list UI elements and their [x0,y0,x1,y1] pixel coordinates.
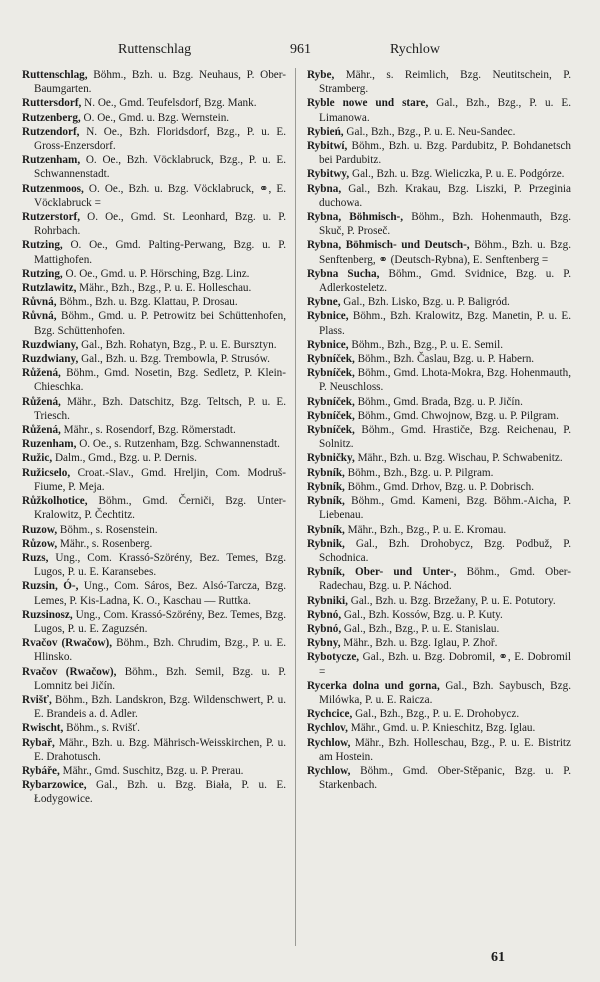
entry-text: O. Oe., Gmd. u. Bzg. Wernstein. [83,111,230,124]
directory-entry [307,423,571,451]
entry-text: Gal., Bzh. Rohatyn, Bzg., P. u. E. Bursztyn. [81,338,277,351]
entry-text: Böhm., s. Rvišť. [66,722,140,735]
entry-text: Böhm., Gmd. Hrastiče, Bzg. Reichenau, P. Solnitz. [319,424,572,451]
directory-entry [22,764,286,778]
entry-term: Rybnik, [307,537,345,550]
entry-text: Gal., Bzh., Bzg., P. u. E. Drohobycz. [355,708,520,721]
directory-entry [307,68,571,96]
directory-entry [307,636,571,650]
entry-term: Rybień, [307,125,344,138]
entry-text: Böhm., Bzh. u. Bzg. Senftenberg, ⚭ (Deutsch-Rybna), E. Senftenberg = [319,239,571,266]
entry-term: Růvná, [22,296,57,309]
entry-term: Rybník, [307,480,345,493]
directory-entry [307,679,571,707]
entry-text: Gal., Bzh. Kossów, Bzg. u. P. Kuty. [343,608,503,621]
entry-text: Dalm., Gmd., Bzg. u. P. Dernis. [54,452,197,465]
entry-term: Ruttersdorf, [22,97,82,110]
entry-term: Rybarzowice, [22,779,87,792]
directory-entry [307,139,571,167]
running-head-right: Rychlow [390,42,440,57]
directory-entry [22,579,286,607]
entry-text: Mähr., Bzh. u. Bzg. Wischau, P. Schwabenitz. [357,452,563,465]
entry-term: Rybitwí, [307,140,348,153]
entry-text: Böhm., Gmd. Lhota-Mokra, Bzg. Hohenmauth, P. Neuschloss. [319,367,572,394]
entry-term: Rybáře, [22,764,60,777]
entry-text: Böhm., Bzh., Bzg. u. P. Pilgram. [347,466,494,479]
entry-term: Rybník, Ober- und Unter-, [307,566,457,579]
entry-text: Böhm., Bzh. Kralowitz, Bzg. Manetin, P. u. E. Plass. [319,310,571,337]
entry-text: Mähr., Gmd. u. P. Knieschitz, Bzg. Iglau. [350,722,536,735]
entry-text: Böhm., Gmd. Brada, Bzg. u. P. Jičín. [357,395,523,408]
entry-term: Rybníček, [307,367,355,380]
entry-text: O. Oe., Bzh. u. Bzg. Vöcklabruck, ⚭, E. Vöcklabruck = [34,182,287,209]
entry-text: O. Oe., Gmd. Palting-Perwang, Bzg. u. P. Mattighofen. [34,239,286,266]
directory-entry [22,352,286,366]
entry-term: Ruzsin, Ó-, [22,580,79,593]
directory-entry [22,68,286,96]
directory-entry [307,210,571,238]
entry-term: Rycerka dolna und gorna, [307,679,440,692]
entry-text: Gal., Bzh. Lisko, Bzg. u. P. Baligród. [343,296,510,309]
entry-text: N. Oe., Gmd. Teufelsdorf, Bzg. Mank. [84,97,257,110]
entry-text: Böhm., Bzh., Bzg., P. u. E. Semil. [351,338,504,351]
entry-text: Böhm., Bzh. u. Bzg. Neuhaus, P. Ober-Baumgarten. [34,69,287,96]
left-column [22,68,286,807]
entry-text: Gal., Bzh. u. Bzg. Dobromil, ⚭, E. Dobromil = [319,651,571,678]
directory-entry [307,238,571,266]
entry-term: Rutzendorf, [22,125,80,138]
directory-entry [22,267,286,281]
directory-entry [22,125,286,153]
entry-text: Böhm., Bzh. Časlau, Bzg. u. P. Habern. [357,353,535,366]
directory-entry [22,238,286,266]
entry-text: Böhm., Bzh. Landskron, Bzg. Wildenschwert, P. u. E. Brandeis a. d. Adler. [34,693,286,721]
entry-term: Ruzow, [22,523,58,536]
entry-term: Rybnó, [307,608,342,621]
directory-entry [307,267,571,295]
directory-entry [22,551,286,579]
entry-term: Ruzenham, [22,438,77,451]
entry-term: Růžkolhotice, [22,495,88,508]
entry-text: N. Oe., Bzh. Floridsdorf, Bzg., P. u. E. Gross-Enzersdorf. [34,125,286,153]
entry-text: Gal., Bzh. u. Bzg. Brzežany, P. u. E. Potutory. [350,594,556,607]
entry-text: Mähr., Bzh. u. Bzg. Mährisch-Weisskirchen, P. u. E. Drahotusch. [34,736,287,763]
entry-term: Rybna Sucha, [307,267,380,280]
entry-text: Böhm., Gmd. Kameni, Bzg. Böhm.-Aicha, P. Liebenau. [319,495,572,522]
entry-term: Rybník, [307,466,345,479]
entry-term: Rutzenmoos, [22,182,84,195]
entry-text: Gal., Bzh. u. Bzg. Trembowla, P. Strusów. [81,353,270,366]
entry-text: Böhm., Gmd. Drhov, Bzg. u. P. Dobrisch. [347,480,535,493]
entry-term: Rutzing, [22,239,63,252]
entry-term: Ruttenschlag, [22,69,88,81]
entry-text: Böhm., Bzh. Semil, Bzg. u. P. Lomnitz bei Jičín. [34,665,287,692]
entry-text: Mähr., Bzh., Bzg., P. u. E. Holleschau. [79,282,252,295]
entry-text: Croat.-Slav., Gmd. Hreljin, Com. Modruš-Fiume, P. Meja. [34,466,286,493]
directory-entry [22,423,286,437]
right-column [307,68,571,792]
page-number: 961 [290,42,311,57]
entry-term: Ruzdwiany, [22,353,79,366]
entry-text: Gal., Bzh. u. Bzg. Biała, P. u. E. Łodygowice. [34,779,286,806]
directory-entry [307,366,571,394]
entry-term: Rutzlawitz, [22,282,77,295]
entry-term: Rybnice, [307,310,349,323]
entry-text: Mähr., s. Rosenberg. [59,537,153,550]
directory-entry [22,466,286,494]
directory-entry [307,707,571,721]
entry-text: Böhm., Gmd. Nosetin, Bzg. Sedletz, P. Klein-Chieschka. [34,367,286,394]
directory-entry [22,736,286,764]
entry-term: Rvišť, [22,693,52,706]
page-header [24,42,574,60]
directory-entry [22,309,286,337]
entry-term: Růžená, [22,395,61,408]
entry-text: Böhm., Gmd. Chwojnow, Bzg. u. P. Pilgram. [357,409,559,422]
directory-entry [307,466,571,480]
entry-text: Gal., Bzh. Drohobycz, Bzg. Podbuž, P. Schodnica. [319,537,572,564]
directory-entry [307,594,571,608]
directory-entry [307,523,571,537]
entry-term: Rybna, [307,182,342,195]
entry-text: Böhm., Bzh. u. Bzg. Klattau, P. Drosau. [59,296,238,309]
entry-text: O. Oe., Gmd. St. Leonhard, Bzg. u. P. Rohrbach. [34,211,287,238]
entry-term: Rybníček, [307,424,355,437]
entry-term: Rychlow, [307,764,351,777]
directory-entry [307,125,571,139]
entry-term: Rvačov (Rwačow), [22,665,117,678]
directory-entry [307,96,571,124]
entry-text: Gal., Bzh., Bzg., P. u. E. Limanowa. [319,97,572,124]
directory-entry [22,338,286,352]
directory-entry [307,295,571,309]
entry-text: Böhm., Gmd. Černiči, Bzg. Unter-Kralowitz, P. Čechtitz. [34,495,287,522]
directory-entry [22,182,286,210]
directory-entry [307,338,571,352]
directory-entry [307,721,571,735]
entry-term: Růžená, [22,424,61,437]
entry-text: Böhm., Gmd. Svidnice, Bzg. u. P. Adlerkosteletz. [319,267,572,295]
entry-term: Rybníček, [307,353,355,366]
entry-term: Rychcice, [307,708,353,721]
entry-term: Rybník, [307,523,345,536]
entry-text: O. Oe., Bzh. Vöcklabruck, Bzg., P. u. E. Schwannenstadt. [34,154,286,181]
entry-term: Rybař, [22,736,55,749]
entry-text: Mähr., Bzh. Holleschau, Bzg., P. u. E. Bistritz am Hostein. [319,736,571,763]
entry-text: Böhm., Gmd. Ober-Stěpanic, Bzg. u. P. Starkenbach. [319,764,571,792]
directory-entry [22,281,286,295]
entry-term: Rybna, Böhmisch-, [307,211,404,224]
entry-text: Böhm., Bzh. u. Bzg. Pardubitz, P. Bohdanetsch bei Pardubitz. [319,140,572,167]
entry-term: Rybníček, [307,409,355,422]
entry-term: Ružicselo, [22,466,71,479]
entry-text: Gal., Bzh. Krakau, Bzg. Liszki, P. Przeginia duchowa. [319,182,571,209]
entry-term: Rutzerstorf, [22,211,81,224]
entry-text: Mähr., Gmd. Suschitz, Bzg. u. P. Prerau. [62,764,244,777]
directory-entry [22,665,286,693]
entry-term: Rybníček, [307,395,355,408]
entry-term: Ruzs, [22,551,49,564]
directory-entry [22,210,286,238]
entry-term: Ryble nowe und stare, [307,97,429,110]
directory-entry [22,153,286,181]
directory-entry [307,650,571,678]
entry-term: Rybník, [307,495,345,508]
entry-text: Gal., Bzh. Saybusch, Bzg. Milówka, P. u. E. Raicza. [319,679,572,706]
entry-text: Ung., Com. Krassó-Szörény, Bez. Temes, Bzg. Lugos, P. u. E. Karansebes. [34,551,286,579]
directory-entry [307,182,571,210]
entry-text: Böhm., Gmd. Ober-Radechau, Bzg. u. P. Náchod. [319,566,572,593]
directory-entry [307,309,571,337]
entry-term: Ružic, [22,452,53,465]
entry-term: Rybotycze, [307,651,360,664]
directory-entry [22,778,286,806]
entry-text: Ung., Com. Sáros, Bez. Alsó-Tarcza, Bzg. Lemes, P. Kis-Ladna, K. O., Kaschau — Ruttka. [34,580,286,607]
entry-term: Rybnó, [307,622,342,635]
directory-entry [307,451,571,465]
directory-entry [307,565,571,593]
directory-entry [22,608,286,636]
entry-term: Rutzenberg, [22,111,81,124]
entry-term: Rychlow, [307,736,351,749]
entry-term: Růvná, [22,310,57,323]
entry-text: Gal., Bzh. u. Bzg. Wieliczka, P. u. E. Podgórze. [351,168,565,181]
entry-term: Rutzenham, [22,154,81,167]
entry-text: Gal., Bzh., Bzg., P. u. E. Stanislau. [343,622,500,635]
directory-entry [22,295,286,309]
entry-term: Rybna, Böhmisch- und Deutsch-, [307,239,470,252]
entry-text: Mähr., Bzh., Bzg., P. u. E. Kromau. [347,523,507,536]
directory-entry [22,366,286,394]
directory-entry [307,764,571,792]
directory-entry [307,608,571,622]
footer-signature-mark: 61 [491,950,505,965]
entry-term: Rychlov, [307,722,348,735]
entry-term: Rybniki, [307,594,348,607]
column-divider [295,68,296,946]
entry-text: Gal., Bzh., Bzg., P. u. E. Neu-Sandec. [346,125,516,138]
entry-term: Ruzdwiany, [22,338,79,351]
entry-text: Mähr., Bzh. u. Bzg. Iglau, P. Zhoř. [343,637,498,650]
entry-text: Böhm., s. Rosenstein. [59,523,158,536]
directory-entry [22,636,286,664]
directory-entry [22,395,286,423]
entry-term: Rutzing, [22,267,63,280]
entry-term: Rybitwy, [307,168,350,181]
directory-entry [22,494,286,522]
directory-entry [307,352,571,366]
entry-text: Böhm., Gmd. u. P. Petrowitz bei Schüttenhofen, Bzg. Schüttenhofen. [34,310,287,337]
entry-text: Böhm., Bzh. Hohenmauth, Bzg. Skuč, P. Proseč. [319,211,571,238]
entry-term: Ruzsinosz, [22,608,73,621]
entry-text: Ung., Com. Krassó-Szörény, Bez. Temes, Bzg. Lugos, P. u. E. Zaguzsén. [34,608,287,635]
entry-term: Rybničky, [307,452,355,465]
entry-text: Mähr., s. Reimlich, Bzg. Neutitschein, P. Stramberg. [319,69,571,96]
entry-term: Růžená, [22,367,61,380]
directory-entry [22,96,286,110]
directory-entry [22,111,286,125]
directory-entry [307,167,571,181]
entry-term: Rybne, [307,296,341,309]
directory-entry [22,437,286,451]
entry-text: Mähr., Bzh. Datschitz, Bzg. Teltsch, P. u. E. Triesch. [34,395,286,422]
entry-term: Rybny, [307,637,341,650]
entry-text: O. Oe., s. Rutzenham, Bzg. Schwannenstadt. [79,438,280,451]
directory-entry [307,537,571,565]
entry-term: Rwischt, [22,722,64,735]
directory-entry [307,736,571,764]
entry-term: Rvačov (Rwačow), [22,637,113,650]
entry-text: Mähr., s. Rosendorf, Bzg. Römerstadt. [63,424,236,437]
directory-entry [307,622,571,636]
directory-entry [22,537,286,551]
entry-term: Rybe, [307,69,335,81]
entry-term: Růzow, [22,537,58,550]
directory-entry [307,409,571,423]
directory-entry [307,494,571,522]
running-head-left: Ruttenschlag [118,42,192,57]
directory-entry [22,721,286,735]
entry-term: Rybnice, [307,338,349,351]
directory-entry [22,523,286,537]
directory-entry [22,451,286,465]
directory-entry [307,480,571,494]
directory-entry [307,395,571,409]
entry-text: Böhm., Bzh. Chrudim, Bzg., P. u. E. Hlinsko. [34,637,287,664]
directory-entry [22,693,286,721]
entry-text: O. Oe., Gmd. u. P. Hörsching, Bzg. Linz. [65,267,250,280]
